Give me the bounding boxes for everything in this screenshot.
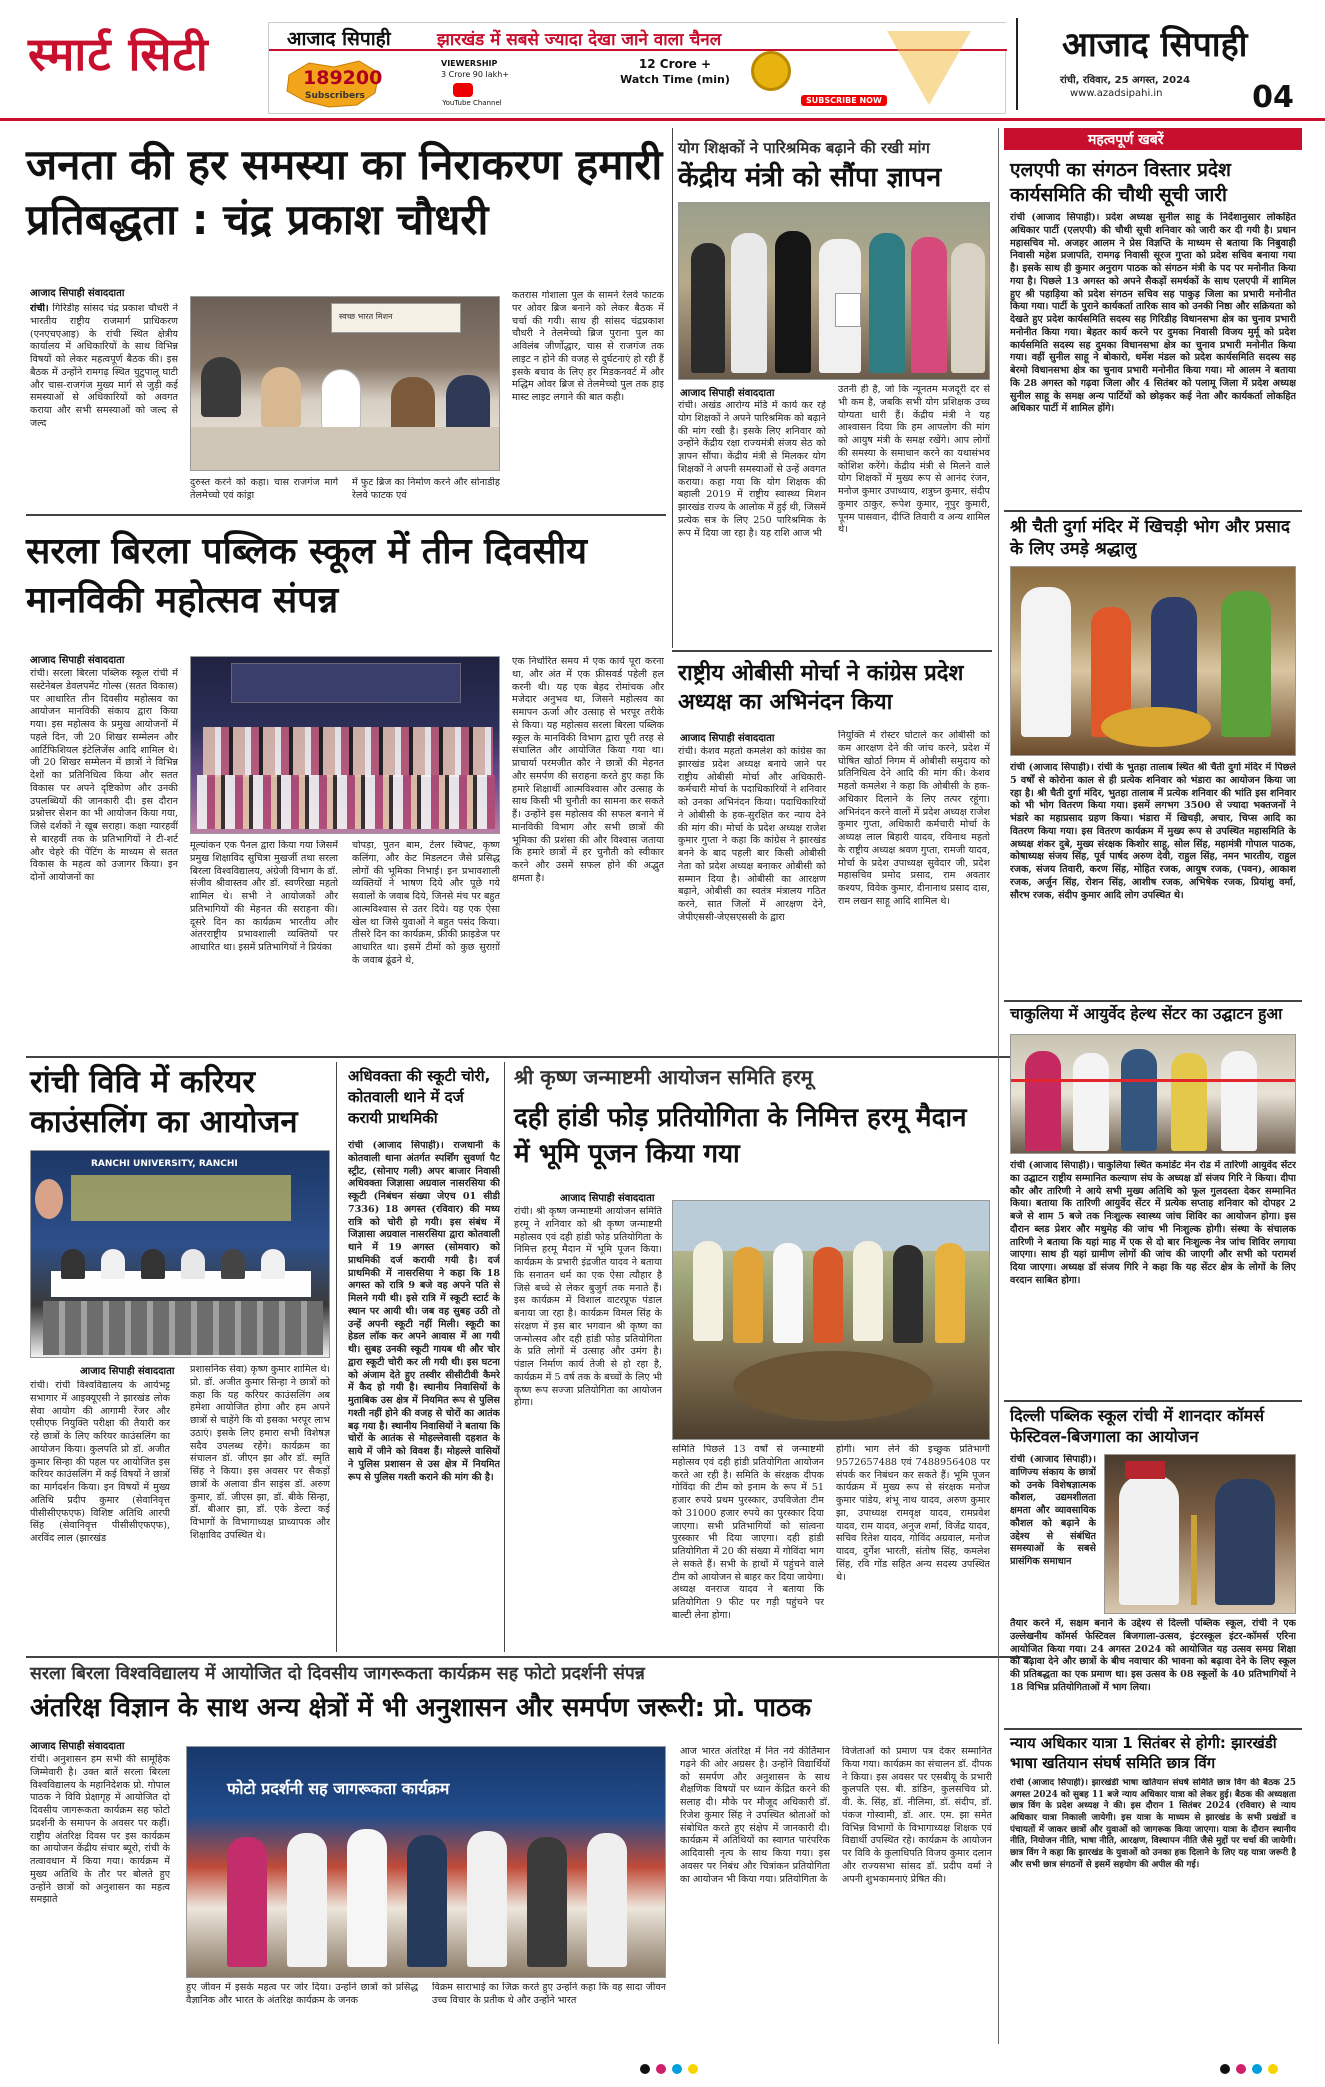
- story4-col1: रांची। केशव महतो कमलेश को कांग्रेस का झारखंड प्रदेश अध्यक्ष बनाये जाने पर राष्ट्रीय ओबीसी मोर्चा और अधिकारी-कर्मचारी मोर्चा के पदाधिकारियों ने शनिवार को उनका अभिनंदन किया। पदाधिकारियों ने ओबीसी के हक-सुरक्षित कर न्याय देने की मांग की। मोर्चा के प्रदेश अध्यक्ष राजेश कुमार गुप्ता ने कहा कि कांग्रेस ने झारखंड बनने के बाद पहली बार किसी ओबीसी नेता को प्रदेश अध्यक्ष बनाकर ओबीसी को सम्मान दिया है। ओबीसी का आरक्षण बढ़ाने, ओबीसी का स्वतंत्र मंत्रालय गठित करने, सात जिलों में आरक्षण देने, जेपीएससी-जेएसएससी के द्वारा: [678, 746, 826, 923]
- story8-byline: आजाद सिपाही संवाददाता: [30, 1741, 125, 1752]
- ad-viewership-value: 3 Crore 90 lakh+: [441, 70, 510, 79]
- story1-byline: आजाद सिपाही संवाददाता: [30, 288, 125, 299]
- sidebar-s1-body: रांची (आजाद सिपाही)। प्रदेश अध्यक्ष सुनील साहू के निर्देशानुसार लोकहित अधिकार पार्टी (एलएपी) की चौथी सूची शनिवार को जारी कर दी गयी है। प्रधान महासचिव मो. अजहर आलम ने प्रेस विज्ञप्ति के माध्यम से बताया कि निबुवाही निवासी महेश प्रजापति, रामगढ़ निवासी सूरज गुप्ता को प्रदेश सचिव बनाया गया है। इसके साथ ही कुमार अनुराग पाठक को संगठन मंत्री के पद पर मनोनीत किया गया है। पिछले 13 अगस्त को अपने सैकड़ों समर्थकों के साथ एलएपी में शामिल हुए श्री पहाड़िया को प्रदेश संगठन सचिव सह पाकुड़ जिला का प्रभारी मनोनीत किया गया। पार्टी के पुराने कार्यकर्ता तारिक साव को उनकी निष्ठा और सक्रियता को देखते हुए प्रदेश कार्यसमिति सदस्य सह गिरिडीह विधानसभा क्षेत्र का चुनाव प्रभारी मनोनीत किया गया। बेहतर कार्य करने पर दुमका निवासी विजय मुर्मू को प्रदेश कार्यसमिति सदस्य सह दुमका विधानसभा क्षेत्र का चुनाव प्रभारी मनोनीत किया गया। वहीं सुनील साहू ने बोकारो, धर्मेश मंडल को प्रदेश कार्यसमिति सदस्य सह बेरमो विधानसभा क्षेत्र का चुनाव प्रभारी मनोनीत किया गया। मो आलम ने बताया कि 28 अगस्त को गढ़वा जिला और 4 सितंबर को पलामू जिला में प्रदेश अध्यक्ष सुनील साहू के समक्ष अन्य पार्टियों को छोड़कर कई नेता और कार्यकर्ता लोकहित अधिकार पार्टी में शामिल होंगे।: [1010, 212, 1296, 415]
- footer-bar: [0, 2052, 1325, 2087]
- ad-tagline: झारखंड में सबसे ज्यादा देखा जाने वाला चैनल: [437, 30, 722, 50]
- story8-col5: विजेताओं को प्रमाण पत्र देकर सम्मानित किया गया। कार्यक्रम का संचालन डॉ. दीपक ने किया। इस अवसर पर एसबीयू के प्रभारी कुलपति एस. बी. डांडिन, कुलसचिव प्रो. वी. के. सिंह, डॉ. नीलिमा, डॉ. संदीप, डॉ. पंकज गोस्वामी, डॉ. आर. एम. झा समेत विभिन्न विभागों के विभागाध्यक्ष शिक्षक एवं विद्यार्थी उपस्थित रहे। कार्यक्रम के आयोजन पर विवि के कुलाधिपति विजय कुमार दलान और राज्यसभा सांसद डॉ. प्रदीप वर्मा ने अपनी शुभकामनाएं प्रेषित की।: [842, 1746, 992, 1885]
- story1-headline: जनता की हर समस्या का निराकरण हमारी प्रतिबद्धता : चंद्र प्रकाश चौधरी: [26, 140, 663, 244]
- story3-col4: एक निर्धारित समय में एक कार्य पूरा करना था, और अंत में एक फ्रीसवर्ड पहेली हल करनी थी। यह एक बेहद रोमांचक और मजेदार अनुभव था, जिसने महोत्सव का समापन ऊर्जा और उत्साह से भरपूर तरीके से किया। यह महोत्सव सरला बिरला पब्लिक स्कूल के मानविकी विभाग द्वारा पूरी तरह से संचालित और आयोजित किया गया था। प्राचार्या परमजीत कौर ने छात्रों की मेहनत और समर्पण की सराहना करते हुए कहा कि हमारे शिक्षार्थी आत्मविश्वास और उत्साह के साथ किसी भी चुनौती का सामना कर सकते हैं। उन्होंने इस महोत्सव की सफल बनाने में मानविकी विभाग और सभी छात्रों की भूमिका की प्रशंसा की और विश्वास जताया कि हमारे छात्रों में हर चुनौती को स्वीकार करने और उसमें सफल होने की अद्भुत क्षमता है।: [512, 656, 664, 884]
- yoga-teachers-photo: [678, 202, 990, 380]
- story2-byline: आजाद सिपाही संवाददाता: [680, 388, 775, 399]
- story8-headline: अंतरिक्ष विज्ञान के साथ अन्य क्षेत्रों में भी अनुशासन और समर्पण जरूरी: प्रो. पाठक: [30, 1693, 812, 1723]
- brand-name: आजाद सिपाही: [1062, 25, 1248, 65]
- story7-byline: आजाद सिपाही संवाददाता: [560, 1193, 655, 1204]
- story3-headline: सरला बिरला पब्लिक स्कूल में तीन दिवसीय मानविकी महोत्सव संपन्न: [26, 531, 588, 621]
- bhoomi-pujan-photo: [672, 1200, 990, 1440]
- story5-col1: रांची। रांची विश्वविद्यालय के आर्यभट्ट सभागार में आइक्यूएसी ने झारखंड लोक सेवा आयोग की आगामी रेंजर और एसीएफ नियुक्ति परीक्षा की तैयारी कर रहे छात्रों के लिए करियर काउंसलिंग का आयोजन किया। कुलपति प्रो डॉ. अजीत कुमार सिन्हा की पहल पर आयोजित इस करियर काउंसलिंग में कई विषयों ने छात्रों का मार्गदर्शन किया। इन विषयों में मुख्य अतिथि प्रदीप कुमार (सेवानिवृत्त पीसीसीएफएफ) विशिष्ट अतिथि आरपी सिंह (सेवानिवृत्त पीसीसीएफएफ), अरविंद लाल (झारखंड: [30, 1380, 170, 1544]
- story5-headline: रांची विवि में करियर काउंसलिंग का आयोजन: [30, 1064, 298, 1141]
- dateline: रांची, रविवार, 25 अगस्त, 2024: [1060, 75, 1191, 86]
- story3-col3: चोपड़ा, पुतन बाम, टेलर स्विफ्ट, कृष्ण कलिंगा, और केट मिडलटन जैसे प्रसिद्ध लोगों की भूमिका निभाई। इन प्रभावशाली व्यक्तियों ने भाषण दिये और पूछे गये सवालों के जवाब दिये, जिनसे मंच पर बहुत आत्मविश्वास से उतर दिये। यह एक ऐसा खेल था जिसे युवाओं ने बहुत पसंद किया। तीसरे दिन का कार्यक्रम, फ्रीकी फ्राइडेज पर आधारित था। इसमें टीमों को कुछ सुराग़ों के जवाब ढूंढने थे,: [352, 840, 500, 966]
- story7-col1: रांची। श्री कृष्ण जन्माष्टमी आयोजन समिति हरमू ने शनिवार को श्री कृष्ण जन्माष्टमी महोत्सव एवं दही हांडी फोड़ प्रतियोगिता के निमित्त हरमू मैदान में भूमि पूजन किया। कार्यक्रम के प्रभारी इंद्रजीत यादव ने बताया कि सनातन धर्म का एक ऐसा त्यौहार है जिसे बच्चे से लेकर बुजुर्ग तक मनाते हैं। इस कार्यक्रम में विशाल वाटरप्रूफ पंडाल बनाया जा रहा है। कार्यक्रम विमल सिंह के संरक्षण में इस बार भगवान श्री कृष्ण का जन्मोत्सव और दही हांडी फोड़ प्रतियोगिता के प्रति लोगों में उत्साह और उमंग है। पंडाल निर्माण कार्य तेजी से हो रहा है, कार्यक्रम में 5 वर्ष तक के बच्चों के लिए भी कृष्ण रूप सज्जा प्रतियोगिता का आयोजन होगा।: [514, 1206, 662, 1409]
- festival-group-photo: [190, 656, 500, 834]
- story8-col2: हुए जीवन में इसके महत्व पर जोर दिया। उन्होंने छात्रों को प्रसिद्ध वैज्ञानिक और भारत के अंतरिक्ष कार्यक्रम के जनक: [186, 1982, 418, 2006]
- story8-col4: आज भारत अंतरिक्ष में नित नये कीर्तिमान गढ़ने की ओर अग्रसर है। उन्होंने विद्यार्थियों को समर्पण और अनुशासन के साथ शैक्षणिक विषयों पर ध्यान केंद्रित करने की सलाह दी। मौके पर मौजूद अधिकारी डॉ. रिजेश कुमार सिंह ने उपस्थित श्रोताओं को संबोधित करते हुए संक्षेप में जानकारी दी। कार्यक्रम में अतिथियों का स्वागत पारंपरिक आदिवासी नृत्य के साथ किया गया। इस अवसर पर निबंध और चित्रांकन प्रतियोगिता का आयोजन भी किया गया। प्रतियोगिता के: [680, 1746, 830, 1885]
- section-title: स्मार्ट सिटी: [28, 27, 209, 81]
- sidebar-s4-body2: तैयार करने में, सक्षम बनाने के उद्देश्य से दिल्ली पब्लिक स्कूल, रांची ने एक उल्लेखनीय कॉमर्स फेस्टिवल बिजगाला-उत्सव, इंटरस्कूल इंटर-कॉमर्स एरिना आयोजित किया गया। 24 अगस्त 2024 को आयोजित यह उत्सव समग्र शिक्षा को बढ़ावा देने और छात्रों के बीच नवाचार की भावना को बढ़ावा देने के लिए स्कूल की प्रतिबद्धता का एक प्रमाण था। इस उत्सव के 08 स्कूलों के 40 प्रतिभागियों ने 18 विभिन्न प्रतियोगिताओं में भाग लिया।: [1010, 1618, 1296, 1693]
- exhibition-banner-text: फोटो प्रदर्शनी सह जागरूकता कार्यक्रम: [227, 1779, 450, 1798]
- story4-headline: राष्ट्रीय ओबीसी मोर्चा ने कांग्रेस प्रदेश अध्यक्ष का अभिनंदन किया: [678, 661, 964, 715]
- ad-subscribe-label[interactable]: SUBSCRIBE NOW: [801, 95, 887, 106]
- masthead: [0, 0, 1325, 115]
- ad-viewership-label: VIEWERSHIP: [441, 59, 498, 68]
- ad-youtube-label: YouTube Channel: [442, 99, 502, 107]
- ayurveda-photo: [1010, 1034, 1296, 1154]
- sidebar-s2-headline: श्री चैती दुर्गा मंदिर में खिचड़ी भोग और प्रसाद के लिए उमड़े श्रद्धालु: [1010, 517, 1290, 560]
- pen-nib-icon: [887, 31, 971, 105]
- sidebar-s5-headline: न्याय अधिकार यात्रा 1 सितंबर से होगी: झारखंडी भाषा खतियान संघर्ष समिति छात्र विंग: [1010, 1734, 1277, 1772]
- story2-col2: उतनी ही है, जो कि न्यूनतम मजदूरी दर से भी कम है, जबकि सभी योग प्रशिक्षक उच्च योग्यता धारी हैं। केंद्रीय मंत्री ने यह आश्वासन दिया कि हम आपलोग की मांग को आयुष मंत्री के समक्ष रखेंगे। आप लोगों की समस्या के समाधान करने का यथासंभव कोशिश करेंगे। केंद्रीय मंत्री से मिलने वाले योग शिक्षकों में मुख्य रूप से आनंद रंजन, मनोज कुमार उपाध्याय, शत्रुघ्न कुमार, संदीप कुमार ठाकुर, रूपेश कुमार, नूपुर कुमारी, पूनम पासवान, दीप्ति तिवारी व अन्य शामिल थे।: [838, 384, 990, 536]
- dps-commerce-photo: [1104, 1454, 1296, 1614]
- website[interactable]: www.azadsipahi.in: [1070, 88, 1163, 99]
- youtube-icon: [453, 83, 473, 97]
- story7-kicker: श्री कृष्ण जन्माष्टमी आयोजन समिति हरमू: [514, 1065, 813, 1089]
- meeting-photo: [190, 296, 500, 471]
- story4-byline: आजाद सिपाही संवाददाता: [680, 733, 775, 744]
- story3-col2: मूल्यांकन एक पैनल द्वारा किया गया जिसमें प्रमुख शिक्षाविद सुचित्रा मुखर्जी तथा सरला बिरला विश्वविद्यालय, अंग्रेजी विभाग के डॉ. संजीव श्रीवास्तव और डॉ. स्वर्णरेखा महतो शामिल थे। सभी ने आयोजकों और प्रतिभागियों की मेहनत की सराहना की। दूसरे दिन का कार्यक्रम भारतीय और अंतरराष्ट्रीय प्रभावशाली व्यक्तियों पर आधारित था। इसमें प्रतिभागियों ने प्रियंका: [190, 840, 338, 953]
- story3-col1: रांची। सरला बिरला पब्लिक स्कूल रांची में सस्टेनेबल डेवलपमेंट गोल्स (सतत विकास) पर आधारित तीन दिवसीय महोत्सव का आयोजन मानविकी संकाय द्वारा किया गया। इस महोत्सव के प्रमुख आयोजनों में पहले दिन, जी 20 शिखर सम्मेलन और आर्टिफिशियल इंटेलिजेंस आदि शामिल थे। जी 20 शिखर सम्मेलन में छात्रों ने विभिन्न देशों का प्रतिनिधित्व किया और सतत विकास पर अपने दृष्टिकोण और उनकी उपलब्धियों की जानकारी दी। इस दौरान प्रश्नोत्तर सेशन का भी आयोजन किया गया, जिसे दर्शकों ने खूब सराहा। कक्षा ग्यारहवीं से बारहवीं तक के प्रतिभागियों ने टी-शर्ट और चेहरे की पेंटिंग के माध्यम से सतत विकास के महत्व को उजागर किया। इन दोनों आयोजनों का: [30, 668, 178, 883]
- story3-byline: आजाद सिपाही संवाददाता: [30, 655, 125, 666]
- ad-banner[interactable]: [268, 22, 1006, 114]
- meeting-banner: स्वच्छ भारत मिशन: [339, 312, 393, 321]
- ad-subscribers: 189200: [303, 67, 383, 89]
- story7-col3: होगी। भाग लेने की इच्छुक प्रतिभागी 9572657488 एवं 7488956408 पर संपर्क कर निबंधन कर सकते हैं। भूमि पूजन कार्यक्रम में मुख्य रूप से संरक्षक मनोज कुमार पांडेय, शंभू नाथ यादव, अरुण कुमार झा, उपाध्यक्ष रामवृक्ष यादव, रामप्रवेश यादव, राम यादव, अनुज शर्मा, विजेंद्र यादव, सचिव रितेश यादव, गोविंद अग्रवाल, मनोज यादव, दुर्गेश भारती, संतोष सिंह, कमलेश सिंह, रवि गोंड सहित अन्य सदस्य उपस्थित थे।: [836, 1444, 990, 1583]
- sidebar-s3-body: रांची (आजाद सिपाही)। चाकुलिया स्थित कमांडेंट मेन रोड में तारिणी आयुर्वेद सेंटर का उद्घाटन राष्ट्रीय सम्मानित कल्याण संघ के अध्यक्ष डॉ संजय गिरि ने किया। दीपा कौर और तारिणी ने आये सभी मुख्य अतिथि को फूल गुलदस्ता देकर सम्मानित किया। बताया कि तारिणी आयुर्वेद सेंटर में प्रत्येक सप्ताह शनिवार को दोपहर 2 बजे से शाम 5 बजे तक निःशुल्क स्वास्थ्य जांच शिविर का आयोजन होगा। इस दौरान ब्लड प्रेशर और मधुमेह की जांच भी निःशुल्क होगी। संस्था के संचालक तारिणी ने बताया कि यहां माह में एक से दो बार निःशुल्क नेत्र जांच शिविर लगाया जाएगा। साथ ही यहां ग्रामीण लोगों की जांच की जाएगी और सभी को परामर्श दिया जाएगा। अध्यक्ष डॉ संजय गिरि ने कहा कि यह सेंटर क्षेत्र के लोगों के लिए वरदान साबित होगा।: [1010, 1160, 1296, 1286]
- story5-col2: प्रशासनिक सेवा) कृष्ण कुमार शामिल थे। प्रो. डॉ. अजीत कुमार सिन्हा ने छात्रों को कहा कि यह करियर काउंसलिंग अब हमेशा आयोजित होगा और हम अपने छात्रों से चाहेंगे कि वो इसका भरपूर लाभ उठाएं। इसके लिए हमारा सभी विशेषज्ञ सदैव उपलब्ध रहेंगे। कार्यक्रम का संचालन डॉ. जीएन झा और डॉ. स्मृति सिंह ने किया। इस अवसर पर सैकड़ों छात्रों के अलावा डीन साइंस डॉ. अरुण कुमार, डॉ. जीएस झा, डॉ. बीके सिन्हा, डॉ. बीआर झा, डॉ. एके डेल्टा कई विभागों के विभागाध्यक्ष प्राध्यापक और शिक्षाविद उपस्थित थे।: [190, 1364, 330, 1541]
- story5-byline: आजाद सिपाही संवाददाता: [80, 1366, 175, 1377]
- story2-col1: रांची। अखंड आरोग्य मंडि में कार्य कर रहे योग शिक्षकों ने अपने पारिश्रमिक को बढ़ाने की मांग रखी है। इसके लिए शनिवार को उन्होंने केंद्रीय रक्षा राज्यमंत्री संजय सेठ को ज्ञापन सौंपा। केंद्रीय मंत्री से मिलकर योग शिक्षकों ने अपनी समस्याओं से उन्हें अवगत कराया। कहा गया कि योग शिक्षक की बहाली 2019 में राष्ट्रीय स्वास्थ्य मिशन झारखंड राज्य के आलोक में हुई थी, जिसमें प्रत्येक सत्र के लिए 250 पारिश्रमिक के रूप में दिया जा रहा है। यह राशि आज भी: [678, 400, 826, 539]
- sidebar-s1-headline: एलएपी का संगठन विस्तार प्रदेश कार्यसमिति की चौथी सूची जारी: [1010, 159, 1231, 206]
- story8-kicker: सरला बिरला विश्वविद्यालय में आयोजित दो दिवसीय जागरूकता कार्यक्रम सह फोटो प्रदर्शनी संपन्न: [30, 1664, 645, 1684]
- story7-headline: दही हांडी फोड़ प्रतियोगिता के निमित्त हरमू मैदान में भूमि पूजन किया गया: [514, 1103, 967, 1170]
- sidebar-header-label: महत्वपूर्ण खबरें: [1088, 132, 1164, 148]
- medal-icon: [751, 51, 791, 91]
- sidebar-s2-body: रांची (आजाद सिपाही)। रांची के भुतहा तालाब स्थित श्री चैती दुर्गा मंदिर में पिछले 5 वर्षों से कोरोना काल से ही प्रत्येक शनिवार को भंडारा का आयोजन किया जा रहा है। श्री चैती दुर्गा मंदिर, भुतहा तालाब में प्रत्येक शनिवार की भांति इस शनिवार को भी भोग वितरण किया गया। इसमें लगभग 3500 से ज्यादा भक्तजनों ने भंडारे का महाप्रसाद ग्रहण किया। भंडारा में खिचड़ी, अचार, चिप्स आदि का वितरण किया गया। इस वितरण कार्यक्रम में मुख्य रूप से उपस्थित महासमिति के अध्यक्ष शंकर दुबे, मुख्य संरक्षक किशोर साहू, सोल सिंह, महामंत्री गोपाल पाठक, कोषाध्यक्ष संजय सिंह, पूर्व पार्षद अरुण देवी, राहुल सिंह, नमन भारतीय, राहुल रजक, संजय तिवारी, करण सिंह, मोहित रजक, आयुष रजक, (पवन), आकाश रजक, अर्जुन सिंह, रोशन सिंह, आशीष रजक, अभिषेक रजक, प्रियांशु वर्मा, सौरभ रजक, संदीप कुमार आदि लोग उपस्थित थे।: [1010, 762, 1296, 901]
- sidebar: [1004, 128, 1302, 2044]
- story7-col2: समिति पिछले 13 वर्षों से जन्माष्टमी महोत्सव एवं दही हांडी प्रतियोगिता आयोजन करते आ रही है। समिति के संरक्षक दीपक गोविंदा की टीम को इनाम के रूप में 51 हजार रुपये प्रथम पुरस्कार, उपविजेता टीम को 31000 हजार रुपये का पुरस्कार दिया जाएगा। सभी प्रतिभागियों को सांत्वना पुरस्कार भी दिया जाएगा। दही हांडी प्रतियोगिता में 20 की संख्या में गोविंदा भाग ले सकते हैं। सभी के हाथों में पहुंचने वाले टीम को आयोजन से बाहर कर दिया जायेगा। अध्यक्ष वनराज यादव ने बताया कि प्रतियोगिता 9 फीट पर गड़ी पहुंचने पर बाल्टी लेना होगा।: [672, 1444, 824, 1621]
- page-number: 04: [1240, 80, 1306, 116]
- story1-col4: कतरास गोशाला पुल के सामने रेलवे फाटक पर ओवर ब्रिज बनाने को लेकर बैठक में चर्चा की गयी। साथ ही सांसद चंद्रप्रकाश चौधरी ने तेलमेच्चो ब्रिज पुराना पुल का अविलंब जीर्णोद्धार, चास से राजगंज तक लाइट न होने की वजह से दुर्घटनाएं हो रही हैं इसके बचाव के लिए हर मिडकनवर्ट में और मद्धिम ओवर ब्रिज से तेलमेच्चो पुल तक हाइ मास्ट लाइट लगाने की बात कही।: [512, 290, 664, 403]
- bhog-photo: [1010, 566, 1296, 756]
- story1-col1: रांची। गिरिडीह सांसद चंद्र प्रकाश चौधरी ने भारतीय राष्ट्रीय राजमार्ग प्राधिकरण (एनएचएआइ) के रांची स्थित क्षेत्रीय कार्यालय में अधिकारियों के साथ विभिन्न विषयों को लेकर महत्वपूर्ण बैठक की। इस बैठक में उन्होंने रामगढ़ स्थित चुटुपालू घाटी और चास-राजगंज मुख्य मार्ग से जुड़ी कई समस्याओं से अधिकारियों को अवगत कराया और सभी समस्याओं को जल्द से जल्द: [30, 303, 178, 429]
- story1-col3: में फुट ब्रिज का निर्माण करने और सोनाडीह रेलवे फाटक एवं: [352, 477, 500, 501]
- story8-col1: रांची। अनुशासन हम सभी की सामूहिक जिम्मेवारी है। उक्त बातें सरला बिरला विश्वविद्यालय के महानिदेशक प्रो. गोपाल पाठक ने विवि प्रेक्षागृह में आयोजित दो दिवसीय जागरूकता कार्यक्रम सह फोटो प्रदर्शनी के समापन के अवसर पर कहीं। राष्ट्रीय अंतरिक्ष दिवस पर इस कार्यक्रम का आयोजन केंद्रीय संचार ब्यूरो, रांची के तत्वावधान में किया गया। कार्यक्रम में मुख्य अतिथि के तौर पर बोलते हुए उन्होंने छात्रों को अनुशासन का महत्व समझाते: [30, 1754, 170, 1906]
- sidebar-s3-headline: चाकुलिया में आयुर्वेद हेल्थ सेंटर का उद्घाटन हुआ: [1010, 1005, 1283, 1023]
- career-counselling-photo: [30, 1150, 330, 1358]
- ad-watch-time-label: Watch Time (min): [620, 73, 730, 86]
- story6-body: रांची (आजाद सिपाही)। राजधानी के कोतवाली थाना अंतर्गत स्पर्शिंग सुवर्णा पैट स्ट्रीट, (सोनाए गली) अपर बाजार निवासी अधिवक्ता जिज्ञासा अग्रवाल नासरसिया की स्कूटी (निबंधन संख्या जेएच 01 सीडी 7336) 18 अगस्त (रविवार) की मध्य रात्रि को चोरी हो गयी। इस संबंध में जिज्ञासा अग्रवाल नासरसिया द्वारा कोतवाली थाने में 19 अगस्त (सोमवार) को प्राथमिकी दर्ज करायी गयी है। दर्ज प्राथमिकी में नासरसिया ने कहा कि 18 अगस्त को रात्रि 9 बजे वह अपने पति से मिलने गयी थी। इसे रात्रि में स्कूटी स्टार्ट के स्थान पर आयी थी। जब वह सुबह उठी तो उन्हें अपनी स्कूटी नहीं मिली। स्कूटी का हेडल लॉक कर अपने आवास में आ गयी थी। सुबह उनकी स्कूटी गायब थी और चोर द्वारा स्कूटी चोरी कर ली गयी थी। इस घटना को अंजाम देते हुए तस्वीर सीसीटीवी कैमरे में कैद हो गयी है। स्थानीय निवासियों के मुताबिक उस क्षेत्र में नियमित रूप से पुलिस गश्ती नहीं होने की वजह से चोरों का आतंक बढ़ गया है। स्थानीय निवासियों ने बताया कि चोरों के आतंक से मोहल्लेवासी दहशत के साये में जीने को विवश हैं। मोहल्ले वासियों ने पुलिस प्रशासन से उस क्षेत्र में नियमित रूप से पुलिस गश्ती कराने की मांग की है।: [348, 1140, 500, 1483]
- sidebar-s5-body: रांची (आजाद सिपाही)। झारखंडी भाषा खतियान संघर्ष समिति छात्र विंग की बैठक 25 अगस्त 2024 को सुबह 11 बजे न्याय अधिकार यात्रा को लेकर हुई। बैठक की अध्यक्षता छात्र विंग के प्रदेश अध्यक्ष ने की। इस दौरान 1 सितंबर 2024 (रविवार) से न्याय अधिकार यात्रा निकाली जायेगी। इस यात्रा के माध्यम से झारखंड के सभी प्रखंडों व पंचायतों में जाकर छात्रों और युवाओं को जागरूक किया जाएगा। यात्रा के दौरान स्थानीय नीति, नियोजन नीति, भाषा नीति, आरक्षण, विस्थापन नीति जैसे मुद्दों पर चर्चा की जायेगी। छात्र विंग ने कहा कि झारखंड के युवाओं को उनका हक दिलाने के लिए यह यात्रा जरूरी है और सभी छात्र संगठनों से इसमें सहयोग की अपील की गई।: [1010, 1778, 1296, 1870]
- story2-kicker: योग शिक्षकों ने पारिश्रमिक बढ़ाने की रखी मांग: [678, 139, 930, 157]
- sidebar-s4-body1: रांची (आजाद सिपाही)। वाणिज्य संकाय के छात्रों को उनके विशेषज्ञात्मक कौशल, उद्यमशीलता क्षमता और व्यावसायिक कौशल को बढ़ाने के उद्देश्य से संबंधित समस्याओं के सबसे प्रासंगिक समाधान: [1010, 1454, 1096, 1567]
- story2-headline: केंद्रीय मंत्री को सौंपा ज्ञापन: [678, 162, 942, 193]
- space-exhibition-photo: [186, 1746, 666, 1978]
- story4-col2: नियुक्ति में रोस्टर घोटाले कर ओबीसी को कम आरक्षण देने की जांच करने, प्रदेश में घोषित खोर्ठा निगम में ओबीसी समुदाय को प्रतिनिधित्व देने आदि की मांग की। केशव महतो कमलेश ने कहा कि ओबीसी के हक-अधिकार दिलाने के लिए तत्पर रहूंगा। अभिनंदन करने वालों में प्रदेश अध्यक्ष राजेश कुमार गुप्ता, अधिकारी कर्मचारी मोर्चा के अध्यक्ष लाल बिहारी यादव, रविनाथ महतो के राष्ट्रीय अध्यक्ष श्रवण गुप्ता, रामजी यादव, मोर्चा के प्रदेश उपाध्यक्ष सुवेदार जी, प्रदेश महासचिव प्रमोद प्रसाद, राम अवतार कश्यप, विवेक कुमार, दीनानाथ प्रसाद दास, राम लखन साहू आदि शामिल थे।: [838, 730, 990, 907]
- story1-col2: दुरुस्त करने को कहा। चास राजगंज मार्ग तेलमेच्चो एवं कांड्रा: [190, 477, 338, 501]
- story6-headline: अधिवक्ता की स्कूटी चोरी, कोतवाली थाने में दर्ज करायी प्राथमिकी: [348, 1067, 491, 1127]
- ad-subscribers-label: Subscribers: [305, 91, 365, 101]
- story8-col3: विक्रम साराभाई का जिक्र करते हुए उन्होंने कहा कि वह सादा जीवन उच्च विचार के प्रतीक थे और उन्होंने भारत: [432, 1982, 666, 2006]
- ad-watch-time: 12 Crore +: [638, 57, 712, 71]
- sidebar-s4-headline: दिल्ली पब्लिक स्कूल रांची में शानदार कॉमर्स फेस्टिवल-बिजगाला का आयोजन: [1010, 1406, 1265, 1446]
- career-banner-text: RANCHI UNIVERSITY, RANCHI: [91, 1159, 238, 1169]
- ad-brand: आजाद सिपाही: [287, 28, 391, 50]
